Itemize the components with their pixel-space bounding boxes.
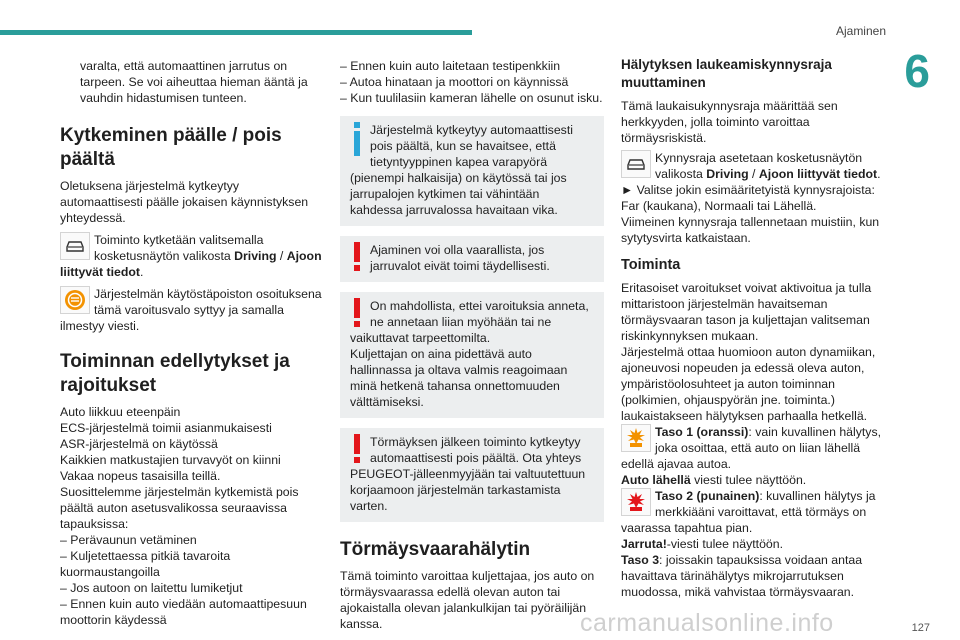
- page-number: 127: [911, 622, 930, 634]
- warning-note-1: [340, 236, 604, 282]
- intro-paragraph: varalta, että automaattinen jarrutus on tarpeen. Se voi aiheuttaa hieman ääntä ja vauhdin hidastumisen tunteen.: [80, 59, 308, 105]
- level-1-label: Taso 1 (oranssi): [655, 425, 749, 439]
- condition-item: Suosittelemme järjestelmän kytkemistä pois päältä auton asetusvalikossa seuraavissa tapauksissa:: [60, 485, 299, 531]
- level-2-row: [621, 488, 885, 536]
- dash-item: – Ennen kuin auto laitetaan testipenkkiin: [340, 59, 561, 73]
- heading-collision: Törmäysvaarahälytin: [340, 539, 531, 560]
- heading-switch: Kytkeminen päälle / pois päältä: [60, 125, 282, 170]
- paragraph-threshold: Tämä laukaisukynnysraja määrittää sen herkkyyden, jolla toiminto varoittaa törmäysriskistä.: [621, 99, 838, 145]
- warning-note-2-text-b: Kuljettajan on aina pidettävä auto hallinnassa ja oltava valmis reagoimaan minä hetkenä tahansa onnettomuuden välttämiseksi.: [350, 347, 568, 409]
- warning-note-3: [340, 428, 604, 522]
- warning-note-3-text: Törmäyksen jälkeen toiminto kytkeytyy automaattisesti pois päältä. Ota yhteys PEUGEOT-jälleenmyyjään tai valtuutettuun korjaamoon järjestelmän tarkastamista varten.: [350, 435, 586, 513]
- warning-icon: [350, 434, 364, 464]
- level-2-message-text: -viesti tulee näyttöön.: [666, 537, 783, 551]
- level-1-text: : vain kuvallinen hälytys, joka osoittaa, että auto on liian lähellä edellä ajavaa autoa.: [621, 425, 882, 471]
- paragraph-default: Oletuksena järjestelmä kytkeytyy automaattisesti päälle jokaisen käynnistyksen yhteydessä.: [60, 179, 309, 225]
- condition-item: – Ennen kuin auto viedään automaattipesuun moottorin käydessä: [60, 597, 307, 627]
- info-icon: [350, 122, 364, 158]
- paragraph-collision: Tämä toiminto varoittaa kuljettajaa, jos auto on törmäysvaarassa edellä olevan auton tai ajokaistalla olevan jalankulkijan tai pyöräilijän kanssa.: [340, 569, 595, 631]
- column-2: [340, 58, 604, 632]
- level-1-message-text: viesti tulee näyttöön.: [690, 473, 807, 487]
- paragraph-operation-2: Järjestelmä ottaa huomioon auton dynamiikan, ajoneuvosi nopeuden ja edessä oleva auton, ympäristöolosuhteet ja auton toiminnan (polkimien, ohjauspyörän jne. toiminta.) laukaistakseen hälytyksen parhaalla hetkellä.: [621, 345, 876, 423]
- info-note: [340, 116, 604, 226]
- collision-red-icon: [621, 488, 651, 516]
- paragraph-last: Viimeinen kynnysraja tallennetaan muistiin, kun sytytysvirta katkaistaan.: [621, 215, 880, 245]
- warning-note-2: [340, 292, 604, 418]
- menu-separator: /: [276, 249, 287, 263]
- warning-note-2-text-a: On mahdollista, ettei varoituksia anneta, ne annetaan liian myöhään tai ne vaikuttavat tarpeettomilta.: [350, 299, 589, 345]
- threshold-menu-text: Kynnysraja asetetaan kosketusnäytön valikosta: [655, 151, 863, 181]
- warning-icon: [350, 242, 364, 272]
- section-title: Ajaminen: [835, 24, 886, 38]
- dash-item: – Autoa hinataan ja moottori on käynnissä: [340, 75, 569, 89]
- column-3: [621, 56, 885, 600]
- dash-item: – Kun tuulilasiin kameran lähelle on osunut isku.: [340, 91, 603, 105]
- car-driving-icon: [621, 150, 651, 178]
- condition-item: – Jos autoon on laitettu lumiketjut: [60, 581, 243, 595]
- collision-orange-icon: [621, 424, 651, 452]
- level-3-text: : joissakin tapauksissa voidaan antaa havaittava tärinähälytys mikrojarrutuksen muodossa, mikä vahvistaa törmäysvaaran.: [621, 553, 863, 599]
- warning-lamp-text: Järjestelmän käytöstäpoiston osoituksena tämä varoitusvalo syttyy ja samalla ilmestyy viesti.: [60, 287, 322, 333]
- condition-item: Vakaa nopeus tasaisilla teillä.: [60, 469, 221, 483]
- menu-driving: Driving: [706, 167, 749, 181]
- watermark: carmanualsonline.info: [580, 609, 834, 637]
- car-driving-icon: [60, 232, 90, 260]
- level-3-label: Taso 3: [621, 553, 660, 567]
- warning-icon: [350, 298, 364, 328]
- warning-lamp-row: [60, 286, 324, 334]
- condition-item: – Kuljetettaessa pitkiä tavaroita kuormaustangoilla: [60, 549, 231, 579]
- heading-conditions: Toiminnan edellytykset ja rajoitukset: [60, 351, 290, 396]
- menu-driving: Driving: [234, 249, 277, 263]
- level-1-row: [621, 424, 885, 472]
- condition-item: ECS-järjestelmä toimii asianmukaisesti: [60, 421, 272, 435]
- info-note-text: Järjestelmä kytkeytyy automaattisesti pois päältä, kun se havaitsee, että tietyntyyppinen kapea varapyörä (pienempi halkaisija) on käytössä tai jos jarrupalojen kytkimen tai vähintään kahdessa jarruvalossa havaitaan vika.: [350, 123, 573, 217]
- level-3-paragraph: [621, 552, 885, 600]
- level-1-message: [621, 472, 885, 488]
- menu-separator: /: [748, 167, 759, 181]
- menu-ajoon: Ajoon liittyvät tiedot: [60, 249, 322, 279]
- heading-threshold: Hälytyksen laukeamiskynnysraja muuttaminen: [621, 57, 832, 90]
- menu-instruction: [60, 232, 324, 280]
- condition-item: – Perävaunun vetäminen: [60, 533, 197, 547]
- condition-item: Auto liikkuu eteenpäin: [60, 405, 181, 419]
- conditions-list: [60, 404, 324, 628]
- level-2-message: [621, 536, 885, 552]
- level-2-text: : kuvallinen hälytys ja merkkiääni varoittavat, että törmäys on vaarassa tapahtua pian.: [621, 489, 876, 535]
- column-1: [60, 58, 324, 628]
- condition-item: Kaikkien matkustajien turvavyöt on kiinni: [60, 453, 281, 467]
- level-2-label: Taso 2 (punainen): [655, 489, 760, 503]
- heading-operation: Toiminta: [621, 257, 681, 273]
- dash-list: [340, 58, 604, 106]
- menu-ajoon: Ajoon liittyvät tiedot: [758, 167, 878, 181]
- paragraph-operation-1: Eritasoiset varoitukset voivat aktivoitua ja tulla mittaristoon järjestelmän havaitseman törmäysvaaran tason ja kuljettajan valitseman riskinkynnyksen mukaan.: [621, 281, 872, 343]
- condition-item: ASR-järjestelmä on käytössä: [60, 437, 218, 451]
- menu-dot: .: [877, 167, 881, 181]
- brake-warning-icon: [60, 286, 90, 314]
- level-1-message-bold: Auto lähellä: [621, 473, 691, 487]
- level-2-message-bold: Jarruta!: [621, 537, 667, 551]
- menu-dot: .: [139, 265, 144, 279]
- paragraph-select: ► Valitse jokin esimääritetyistä kynnysrajoista: Far (kaukana), Normaali tai Lähellä.: [621, 183, 875, 213]
- threshold-menu-instruction: [621, 150, 885, 182]
- chapter-number: 6: [904, 45, 930, 97]
- warning-note-1-text: Ajaminen voi olla vaarallista, jos jarruvalot eivät toimi täydellisesti.: [370, 243, 550, 273]
- menu-text: Toiminto kytketään valitsemalla kosketusnäytön valikosta: [94, 233, 264, 263]
- header-accent-bar: [0, 30, 472, 35]
